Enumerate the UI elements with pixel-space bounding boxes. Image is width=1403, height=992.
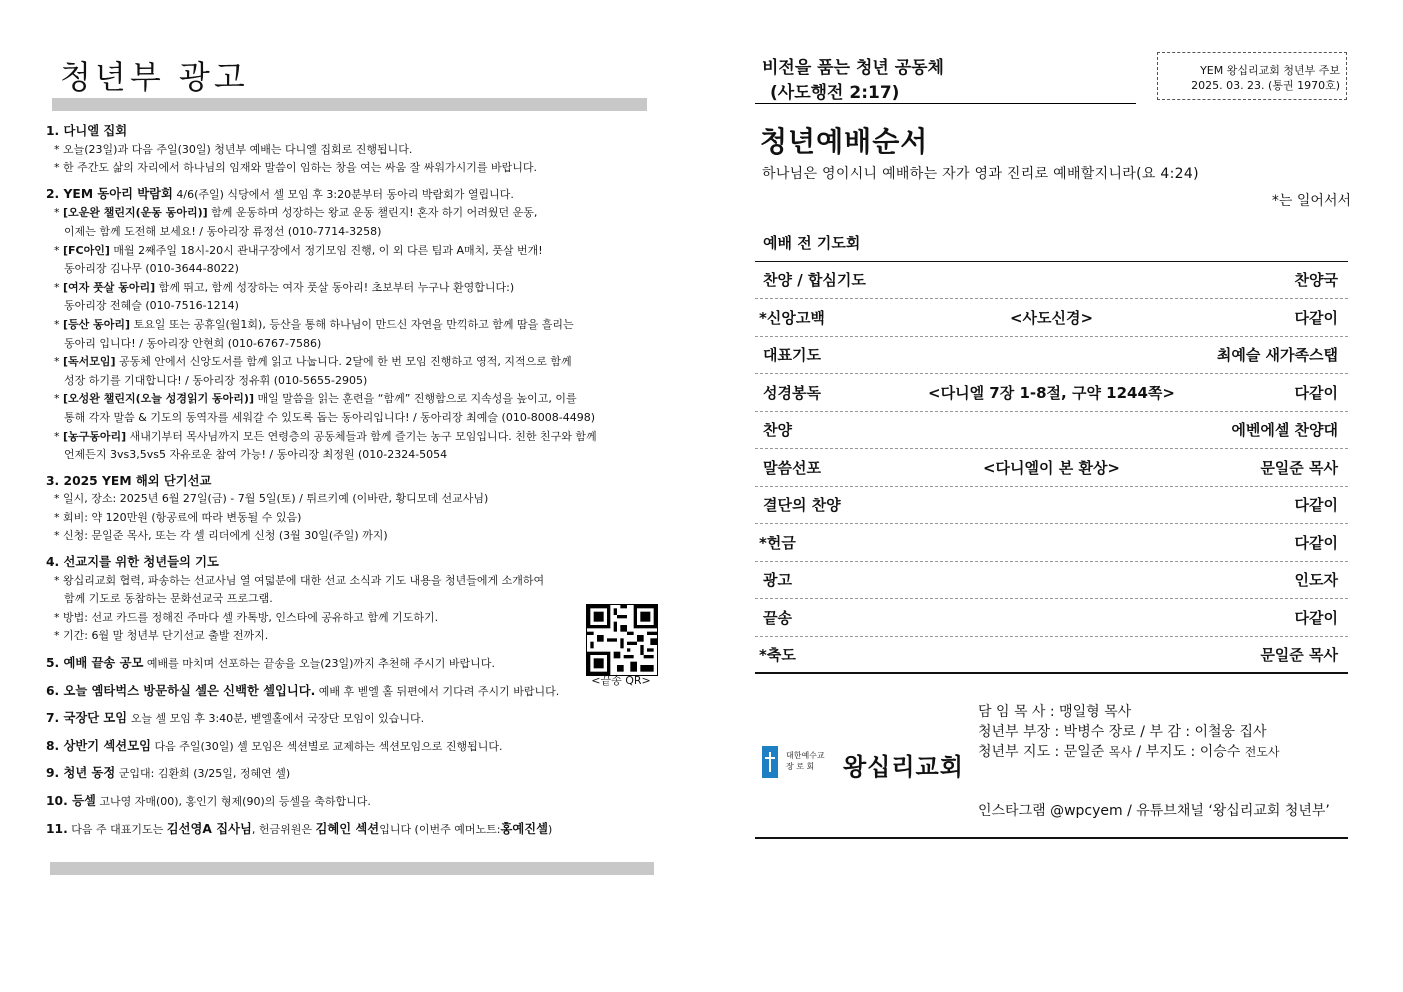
note-cell: 홍예진셀 xyxy=(500,821,548,836)
bottom-rule xyxy=(755,837,1348,839)
section-heading xyxy=(46,122,666,141)
church-logo-subtitle xyxy=(786,750,825,772)
announcement-section xyxy=(46,472,666,546)
section-number: 3. xyxy=(46,473,60,488)
item-text: ) xyxy=(547,822,553,836)
order-item: 대표기도 xyxy=(763,346,821,365)
club-name: [오성완 챌린지(오늘 성경읽기 동아리)] xyxy=(63,392,254,406)
order-leader: 문일준 목사 xyxy=(1260,645,1338,664)
section-number: 2. xyxy=(46,186,60,201)
announcement-item xyxy=(46,737,666,757)
order-leader: 다같이 xyxy=(1294,383,1338,402)
item-number: 10. xyxy=(46,794,68,808)
bullet-text: 새내기부터 목사님까지 모든 연령층의 공동체들과 함께 즐기는 농구 모임입니다. 친한 친구와 함께 xyxy=(126,429,597,443)
announcement-section xyxy=(46,185,666,465)
order-leader: 다같이 xyxy=(1294,533,1338,552)
order-row xyxy=(755,412,1348,450)
section-title: 다니엘 집회 xyxy=(63,124,128,138)
item-title: 상반기 섹션모임 xyxy=(63,738,151,753)
order-row xyxy=(755,487,1348,525)
order-detail: <다니엘 7장 1-8절, 구약 1244쪽> xyxy=(928,383,1175,402)
item-detail: 고나영 자매(00), 홍인기 형제(90)의 등셀을 축하합니다. xyxy=(95,795,371,808)
vision-heading xyxy=(762,56,944,106)
bullet-continuation: 통해 각자 말씀 & 기도의 동역자를 세워갈 수 있도록 돕는 동아리입니다! / 동아리장 최예슬 (010-8008-4498) xyxy=(64,410,596,424)
announcement-item xyxy=(46,709,666,729)
offering-section: 김혜인 섹션 xyxy=(315,821,380,836)
order-row xyxy=(755,374,1348,412)
section-title: 선교지를 위한 청년들의 기도 xyxy=(63,555,219,570)
bullet-continuation: 동아리장 전혜슬 (010-7516-1214) xyxy=(64,299,239,313)
bullet-text: 방법: 선교 카드를 정해진 주마다 셀 카톡방, 인스타에 공유하고 함께 기도하기. xyxy=(63,610,439,624)
club-name: [독서모임] xyxy=(63,355,116,369)
church-logo-name: 왕십리교회 xyxy=(843,752,964,781)
vision-line1: 비전을 품는 청년 공동체 xyxy=(762,58,944,78)
order-leader: 최예슬 새가족스탭 xyxy=(1216,346,1338,365)
bullet-line xyxy=(46,279,666,298)
bullet-line xyxy=(46,159,666,178)
order-item: 광고 xyxy=(763,571,792,590)
order-item: 찬양 / 합심기도 xyxy=(763,271,866,290)
order-leader: 다같이 xyxy=(1294,308,1338,327)
bullet-text: 매일 말씀을 읽는 훈련을 “함께” 진행함으로 지속성을 높이고, 이를 xyxy=(254,392,577,406)
order-detail: <다니엘이 본 환상> xyxy=(982,458,1120,477)
bullet-continuation: 함께 기도로 동참하는 문화선교국 프로그램. xyxy=(64,592,273,606)
bullet-continuation: 언제든지 3vs3,5vs5 자유로운 참여 가능! / 동아리장 최정원 (010-2324-5054 xyxy=(64,448,448,462)
logo-denomination: 대한예수교 xyxy=(786,751,825,760)
item-number: 11. xyxy=(46,821,68,836)
section-title: 2025 YEM 해외 단기선교 xyxy=(63,473,212,488)
bullet-text: 신청: 문일준 목사, 또는 각 셀 리더에게 신청 (3월 30일(주일) 까지) xyxy=(63,529,388,543)
bullet-text: 함께 뛰고, 함께 성장하는 여자 풋살 동아리! 초보부터 누구나 환영합니다:) xyxy=(155,280,515,294)
club-name: [여자 풋살 동아리] xyxy=(63,280,156,294)
bullet-continuation: 성장 하기를 기대합니다! / 동아리장 정유휘 (010-5655-2905) xyxy=(64,373,368,387)
section-detail: 4/6(주일) 식당에서 셀 모임 후 3:20분부터 동아리 박람회가 열립니다. xyxy=(172,187,514,201)
bullet-text: 왕십리교회 협력, 파송하는 선교사님 열 여덟분에 대한 선교 소식과 기도 내용을 청년들에게 소개하여 xyxy=(63,573,545,587)
order-item: *축도 xyxy=(759,645,796,664)
order-item: 찬양 xyxy=(763,421,792,440)
bullet-text: 매월 2째주일 18시-20시 관내구장에서 정기모임 진행, 이 외 다른 팀과 A매치, 풋살 번개! xyxy=(109,243,543,257)
item-detail: 예배 후 벧엘 홀 뒤편에서 기다려 주시기 바랍니다. xyxy=(315,684,560,698)
section-title: YEM 동아리 박람회 xyxy=(63,186,173,201)
section-heading xyxy=(46,185,666,205)
order-row xyxy=(755,299,1348,337)
social-links: 인스타그램 @wpcyem / 유튜브채널 ‘왕십리교회 청년부’ xyxy=(978,803,1330,819)
bullet-line xyxy=(46,609,666,628)
vision-underline xyxy=(755,103,1136,104)
bullet-text: 오늘(23일)과 다음 주일(30일) 청년부 예배는 다니엘 집회로 진행됩니다. xyxy=(63,142,413,156)
church-cross-icon xyxy=(762,746,778,778)
item-detail: 예배를 마치며 선포하는 끝송을 오늘(23일)까지 추천해 주시기 바랍니다. xyxy=(143,657,495,671)
order-row xyxy=(755,524,1348,562)
order-row xyxy=(755,224,1348,262)
item-number: 7. xyxy=(46,711,60,726)
order-row xyxy=(755,637,1348,675)
staff-director: 청년부 부장 : 박병수 장로 / 부 감 : 이철웅 집사 xyxy=(978,724,1267,740)
announcement-item xyxy=(46,764,666,784)
order-leader: 문일준 목사 xyxy=(1260,458,1338,477)
bullet-line xyxy=(46,527,666,546)
staff-pastor: 담 임 목 사 : 맹일형 목사 xyxy=(978,704,1132,720)
bottom-divider-bar xyxy=(50,862,654,875)
order-row xyxy=(755,337,1348,375)
bullet-text: 일시, 장소: 2025년 6월 27일(금) - 7월 5일(토) / 튀르키예 (이바란, 황디모데 선교사님) xyxy=(63,492,489,506)
order-item: 끝송 xyxy=(763,608,792,627)
bullet-line xyxy=(46,428,666,447)
club-name: [농구동아리] xyxy=(63,429,127,443)
bullet-line xyxy=(46,316,666,335)
bullet-line xyxy=(46,141,666,160)
item-title: 예배 끝송 공모 xyxy=(63,656,144,671)
section-number: 4. xyxy=(46,555,60,570)
vision-line2: (사도행전 2:17) xyxy=(770,83,900,103)
item-title: 오늘 옘타벅스 방문하실 셀은 신백한 셀입니다. xyxy=(63,683,316,698)
item-detail: 오늘 셀 모임 후 3:40분, 벧엘홀에서 국장단 모임이 있습니다. xyxy=(127,712,425,726)
order-leader: 에벤에셀 찬양대 xyxy=(1231,421,1338,440)
order-leader: 인도자 xyxy=(1294,571,1338,590)
item-title: 국장단 모임 xyxy=(63,711,128,726)
order-item: 말씀선포 xyxy=(763,458,821,477)
bullet-line xyxy=(46,353,666,372)
title-divider-bar xyxy=(52,98,647,111)
item-title: 청년 동정 xyxy=(63,766,116,781)
qr-code-icon xyxy=(587,605,657,675)
bulletin-date: 2025. 03. 23. (통권 1970호) xyxy=(1191,79,1340,92)
club-name: [FC아인] xyxy=(63,243,110,257)
order-item: 결단의 찬양 xyxy=(763,496,841,515)
order-item: *신앙고백 xyxy=(759,308,825,327)
item-detail: 다음 주일(30일) 셀 모임은 섹션별로 교제하는 섹션모임으로 진행됩니다. xyxy=(150,739,503,753)
order-item: 예배 전 기도회 xyxy=(763,233,861,252)
section-number: 1. xyxy=(46,124,60,138)
item-text: 입니다 (이번주 예머노트: xyxy=(379,822,501,836)
order-leader: 다같이 xyxy=(1294,496,1338,515)
item-number: 9. xyxy=(46,766,60,781)
order-leader: 다같이 xyxy=(1294,608,1338,627)
bullet-line xyxy=(46,627,666,646)
order-item: 성경봉독 xyxy=(763,383,821,402)
theme-verse: 하나님은 영이시니 예배하는 자가 영과 진리로 예배할지니라(요 4:24) xyxy=(762,166,1199,182)
bullet-text: 기간: 6월 말 청년부 단기선교 출발 전까지. xyxy=(63,629,269,643)
bullet-continuation: 동아리장 김나무 (010-3644-8022) xyxy=(64,262,239,276)
prayer-leader: 김선영A 집사님 xyxy=(166,821,252,836)
order-item: *헌금 xyxy=(759,533,796,552)
page-title: 청년부 광고 xyxy=(60,58,249,96)
order-row xyxy=(755,599,1348,637)
club-name: [등산 동아리] xyxy=(63,317,131,331)
bullet-line xyxy=(46,242,666,261)
announcement-item xyxy=(46,682,666,702)
bulletin-info-box xyxy=(1157,52,1347,100)
order-detail: <사도신경> xyxy=(1009,308,1094,327)
bullet-text: 공동체 안에서 신앙도서를 함께 읽고 나눕니다. 2달에 한 번 모임 진행하고 영적, 지적으로 함께 xyxy=(115,355,572,369)
bullet-line xyxy=(46,490,666,509)
club-name: [오운완 챌린지(운동 동아리)] xyxy=(63,206,208,220)
staff-guide: 청년부 지도 : 문일준 목사 / 부지도 : 이승수 전도사 xyxy=(978,744,1280,760)
item-text: , 헌금위원은 xyxy=(251,822,316,836)
item-number: 6. xyxy=(46,683,60,698)
item-text: 다음 주 대표기도는 xyxy=(67,822,167,836)
worship-order-list xyxy=(755,224,1348,674)
bullet-text: 한 주간도 삶의 자리에서 하나님의 임재와 말씀이 임하는 창을 여는 싸움 잘 싸워가시기를 바랍니다. xyxy=(63,161,537,175)
announcement-item-last xyxy=(46,820,666,840)
bullet-text: 토요일 또는 공휴일(월1회), 등산을 통해 하나님이 만드신 자연을 만끽하고 함께 땀을 흘리는 xyxy=(130,317,574,331)
item-number: 5. xyxy=(46,656,60,671)
section-heading xyxy=(46,472,666,491)
item-number: 8. xyxy=(46,738,60,753)
bullet-line xyxy=(46,390,666,409)
order-title: 청년예배순서 xyxy=(760,125,929,158)
bullet-text: 회비: 약 120만원 (항공료에 따라 변동될 수 있음) xyxy=(63,510,302,524)
order-leader: 찬양국 xyxy=(1294,271,1338,290)
item-title: 등셀 xyxy=(72,794,96,808)
announcement-section xyxy=(46,122,666,178)
bullet-line xyxy=(46,204,666,223)
logo-denomination-2: 장 로 회 xyxy=(786,762,815,771)
announcement-section xyxy=(46,553,666,646)
order-row xyxy=(755,562,1348,600)
qr-code[interactable] xyxy=(586,604,658,676)
bullet-line xyxy=(46,509,666,528)
announcements xyxy=(46,122,666,839)
bullet-text: 함께 운동하며 성장하는 왕교 운동 챌린지! 혼자 하기 어려웠던 운동, xyxy=(207,206,538,220)
stand-note: *는 일어서서 xyxy=(1271,193,1351,209)
order-row xyxy=(755,449,1348,487)
bullet-line xyxy=(46,572,666,591)
staff-list xyxy=(978,702,1280,762)
announcement-item xyxy=(46,654,666,674)
order-row xyxy=(755,262,1348,300)
qr-label: <끝송 QR> xyxy=(591,674,651,687)
item-detail: 군입대: 김환희 (3/25일, 정혜연 셀) xyxy=(115,767,291,781)
bullet-continuation: 이제는 함께 도전해 보세요! / 동아리장 류정선 (010-7714-3258) xyxy=(64,224,382,238)
bullet-continuation: 동아리 입니다! / 동아리장 안현희 (010-6767-7586) xyxy=(64,336,322,350)
section-heading xyxy=(46,553,666,572)
announcement-item xyxy=(46,792,666,812)
bulletin-name: YEM 왕십리교회 청년부 주보 xyxy=(1200,64,1340,77)
